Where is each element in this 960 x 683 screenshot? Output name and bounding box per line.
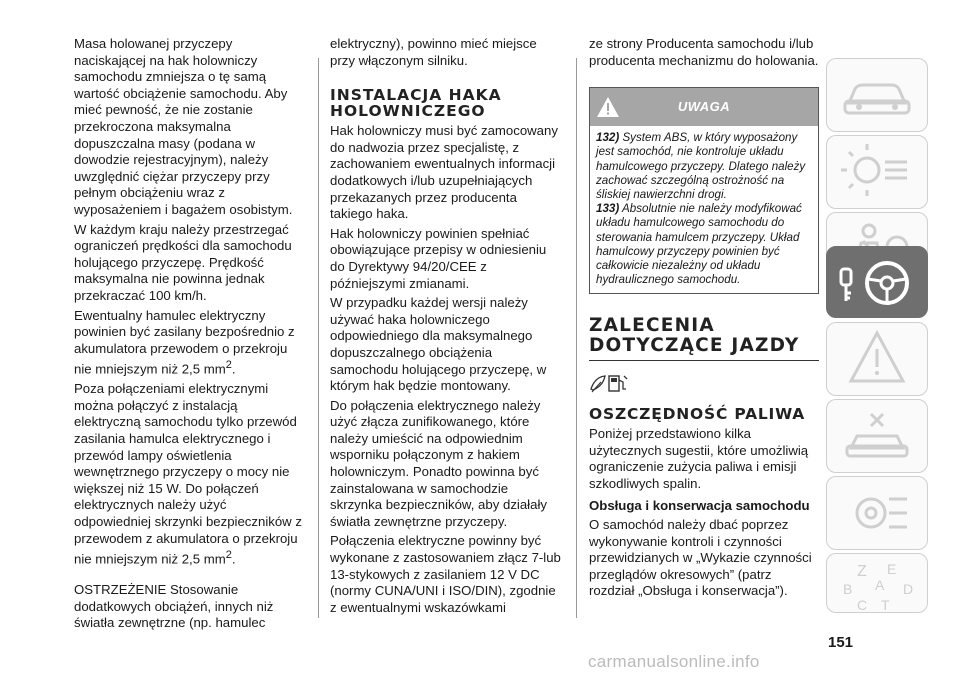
note-text: System ABS, w który wyposażony jest samochód, nie kontroluje układu hamulcowego przyczepy. Dlatego należy zachować szczególną ostrożność na śliskiej nawierzchni drogi.	[596, 131, 806, 201]
paragraph: Hak holowniczy powinien spełniać obowiązujące przepisy w odniesieniu do Dyrektywy 94/20/CEE z późniejszymi zmianami.	[330, 225, 547, 291]
paragraph: Połączenia elektryczne powinny być wykonane z zastosowaniem złącz 7-lub 13-stykowych z zasilaniem 12 V DC (normy CUNA/UNI i ISO/DIN), zgodnie z ewentualnymi wskazówkami	[330, 533, 561, 615]
column-3	[589, 36, 819, 603]
index-letter: B	[843, 581, 853, 597]
tab-service[interactable]	[826, 399, 928, 473]
subheading: Obsługa i konserwacja samochodu	[589, 498, 810, 514]
punctuation: .	[231, 551, 236, 567]
paragraph: elektryczny), powinno mieć miejsce przy włączonym silniku.	[330, 36, 537, 68]
section-heading: OSZCZĘDNOŚĆ PALIWA	[589, 405, 806, 424]
warning-item	[596, 131, 812, 202]
paragraph: Masa holowanej przyczepy naciskającej na hak holowniczy samochodu zmniejsza o tę samą wartość obciążenie samochodu. Aby mieć pewność, że nie zostanie przekroczona maksymalna dopuszczalna masy (podana w dowodzie rejestracyjnym), należy uwzględnić ciężar przyczepy przy pełnym obciążeniu wraz z wyposażeniem i bagażem osobistym.	[74, 36, 293, 217]
index-letter: Z	[857, 563, 867, 580]
section-heading: INSTALACJA HAKA HOLOWNICZEGO	[330, 86, 502, 121]
tab-index[interactable]	[826, 553, 928, 613]
key-steering-wheel-icon	[827, 247, 927, 319]
chapter-heading: ZALECENIA DOTYCZĄCE JAZDY	[589, 316, 819, 361]
warning-triangle-icon	[827, 323, 927, 395]
index-letters-icon	[827, 554, 927, 614]
technical-data-icon	[827, 477, 927, 549]
paragraph: Do połączenia elektrycznego należy użyć złącza zunifikowanego, które należy umieścić na odpowiednim wsporniku połączonym z hakiem holowniczym. Ponadto powinna być zainstalowana w samochodzie skrzynka bezpieczników, aby działały światła zewnętrzne przyczepy.	[330, 397, 547, 529]
tab-warning[interactable]	[826, 322, 928, 396]
index-letter: A	[875, 577, 885, 593]
index-letter: E	[887, 561, 897, 577]
index-letter: D	[903, 581, 914, 597]
tab-technical-data[interactable]	[826, 476, 928, 550]
paragraph: OSTRZEŻENIE Stosowanie dodatkowych obciążeń, innych niż światła zewnętrzne (np. hamulec	[74, 582, 274, 631]
column-1	[74, 36, 306, 635]
index-letter: T	[881, 597, 890, 613]
superscript: 2	[225, 359, 232, 372]
paragraph: Hak holowniczy musi być zamocowany do nadwozia przez specjalistę, z zachowaniem ewentualnych informacji dodatkowych i/lub uzupełniających przekazanych przez producenta takiego haka.	[330, 123, 558, 222]
watermark: carmanualsonline.info	[588, 652, 760, 671]
car-dashboard-icon	[827, 59, 927, 131]
tab-car-dashboard[interactable]	[826, 58, 928, 132]
paragraph: Poniżej przedstawiono kilka użytecznych sugestii, które umożliwią ograniczenie zużycia paliwa i emisji szkodliwych spalin.	[589, 426, 809, 491]
column-divider	[576, 58, 577, 618]
paragraph: W każdym kraju należy przestrzegać ograniczeń prędkości dla samochodu holującego przyczepę. Prędkość maksymalna nie powinna jednak przekraczać 100 km/h.	[74, 221, 292, 303]
paragraph: W przypadku każdej wersji należy używać haka holowniczego odpowiedniego dla maksymalnego dopuszczalnego obciążenia samochodu holującego przyczepę, w którym hak będzie montowany.	[330, 295, 547, 394]
note-text: Absolutnie nie należy modyfikować układu hamulcowego samochodu do sterowania hamulcem przyczepy. Układ hamulcowy przyczepy powinien być całkowicie niezależny od układu hydraulicznego samochodu.	[596, 202, 802, 287]
warning-box	[589, 87, 819, 294]
paragraph-text: Poza połączeniami elektrycznymi można połączyć z instalacją elektryczną samochodu tylko przewód zasilania hamulca elektrycznego i przewód lampy oświetlenia wewnętrznego przyczepy o mocy nie większej niż 15 W. Do połączeń elektrycznych należy użyć odpowiedniej skrzynki bezpieczników z przewodem z akumulatora o przekroju nie mniejszym niż 2,5 mm	[74, 381, 302, 567]
tab-key-steering-wheel[interactable]	[826, 246, 928, 318]
paragraph	[74, 308, 306, 379]
superscript: 2	[225, 549, 232, 562]
wrench-car-icon	[827, 400, 927, 472]
paragraph: O samochód należy dbać poprzez wykonywanie kontroli i czynności przewidzianych w „Wykazie czynności przeglądów okresowych” (patrz rozdział „Obsługa i konserwacja”).	[589, 516, 812, 599]
paragraph: ze strony Producenta samochodu i/lub producenta mechanizmu do holowania.	[589, 36, 819, 68]
note-number: 133)	[596, 202, 620, 216]
paragraph	[74, 381, 306, 568]
warning-header	[590, 88, 818, 126]
punctuation: .	[231, 361, 236, 377]
page-number: 151	[828, 634, 854, 651]
eco-icon	[589, 373, 819, 400]
paragraph-text: Ewentualny hamulec elektryczny powinien być zasilany bezpośrednio z akumulatora przewodem o przekroju nie mniejszym niż 2,5 mm	[74, 307, 295, 377]
warning-item	[596, 202, 812, 287]
note-number: 132)	[596, 131, 620, 145]
tab-lights[interactable]	[826, 135, 928, 209]
warning-body	[590, 126, 818, 293]
warning-title: UWAGA	[677, 99, 731, 115]
column-divider	[318, 58, 319, 618]
index-letter: C	[857, 597, 868, 613]
column-2	[330, 36, 562, 619]
lights-icon	[827, 136, 927, 208]
